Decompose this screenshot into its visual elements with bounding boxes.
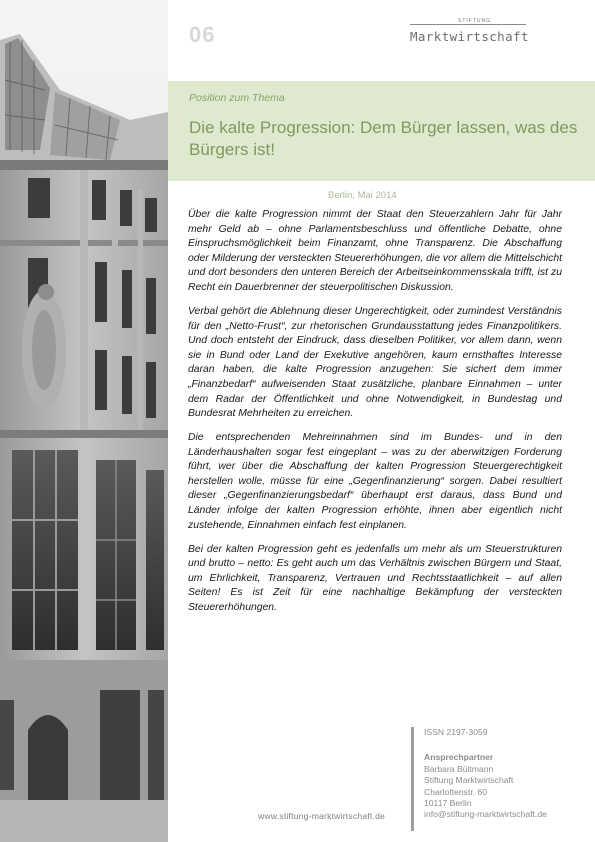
- contact-block: [424, 727, 547, 821]
- title-band: [168, 81, 595, 181]
- brand-superscript: STIFTUNG: [458, 18, 491, 24]
- contact-street: Charlottenstr. 60: [424, 786, 488, 797]
- page-title: Die kalte Progression: Dem Bürger lassen, was des Bürgers ist!: [189, 118, 578, 159]
- brand-name: Marktwirtschaft: [410, 29, 529, 44]
- contact-city: 10117 Berlin: [424, 798, 472, 809]
- article-body: [188, 208, 562, 625]
- building-facade-image: [0, 0, 168, 842]
- brand-divider: [410, 24, 526, 25]
- brand-logo: [410, 18, 529, 44]
- contact-heading: Ansprechpartner: [424, 752, 494, 763]
- building-photo: [0, 0, 168, 842]
- footer-divider: [411, 727, 414, 831]
- paragraph: Bei der kalten Progression geht es jedenfalls um mehr als um Steuerstrukturen und brutto – netto: Es geht auch um das Verhältnis zwischen Bürgern und Staat, um Ehrlichkeit, Transparenz, Vertrauen und Rechtsstaatlichkeit – auf allen Seiten! Es ist Zeit für eine nachhaltige Bekämpfung der versteckten Steuererhöhungen.: [188, 543, 562, 614]
- website-link[interactable]: www.stiftung-marktwirtschaft.de: [258, 811, 386, 821]
- issn: ISSN 2197-3059: [424, 727, 488, 737]
- dateline: Berlin, Mai 2014: [328, 190, 397, 201]
- section-kicker: Position zum Thema: [189, 92, 285, 104]
- paragraph: Die entsprechenden Mehreinnahmen sind im Bundes- und in den Länderhaushalten sogar fest eingeplant – was zu der aberwitzigen Forderung führt, wer über die Abschaffung der kalten Progression Steuergerechtigkeit herstellen wolle, müsse für eine „Gegenfinanzierung“ sorgen. Dabei resultiert dieser „Gegenfinanzierungsbedarf“ überhaupt erst daraus, dass Bund und Länder infolge der kalten Progression erhöhte, ihnen aber eigentlich nicht zustehende, Einnahmen einfach fest einplanen.: [188, 432, 562, 531]
- issue-number: 06: [189, 22, 216, 47]
- contact-name: Barbara Bültmann: [424, 763, 494, 774]
- paragraph: Über die kalte Progression nimmt der Staat den Steuerzahlern Jahr für Jahr mehr Geld ab – ohne Parlamentsbeschluss und öffentliche Debatte, ohne Einspruchsmöglichkeit beim Finanzamt, ohne Transparenz. Die Abschaffung oder Milderung der versteckten Steuererhöhungen, die vor allem die Mittelschicht und dort besonders den unteren Bereich der Arbeitseinkommensskala trifft, ist zu Recht ein Dauerbrenner der steuerpolitischen Diskussion.: [188, 209, 562, 293]
- paragraph: Verbal gehört die Ablehnung dieser Ungerechtigkeit, oder zumindest Verständnis für den „Netto-Frust“, zur rhetorischen Grundausstattung jedes Finanzpolitikers. Und doch entsteht der Eindruck, dass dieselben Politiker, vor allem dann, wenn sie in Bund oder Land der Exekutive angehören, kaum ernsthaftes Interesse daran haben, die kalte Progression anzugehen: Sie sichert dem immer „Finanzbedarf“ aufweisenden Staat zusätzliche, planbare Einnahmen – unter dem Radar der Öffentlichkeit und ohne Notwendigkeit, in Bundestag und Bundesrat Mehrheiten zu erreichen.: [188, 305, 562, 420]
- contact-organization: Stiftung Marktwirtschaft: [424, 775, 514, 786]
- contact-email[interactable]: info@stiftung-marktwirtschaft.de: [424, 809, 547, 820]
